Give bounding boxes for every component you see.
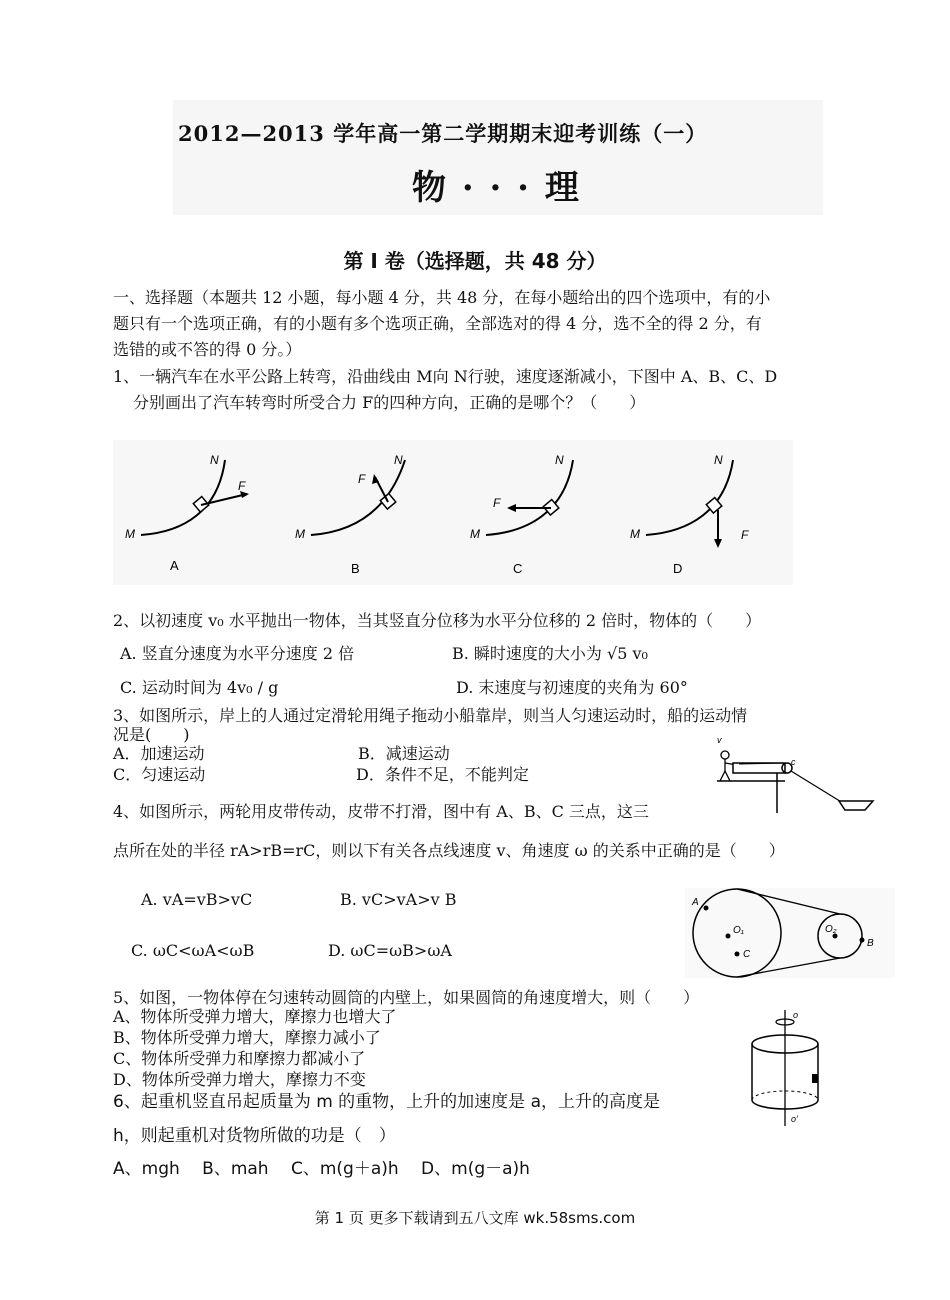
svg-text:A: A [170, 558, 179, 573]
svg-text:M: M [125, 527, 135, 541]
page-footer: 第 1 页 更多下载请到五八文库 wk.58sms.com [314, 1209, 636, 1227]
subject-title: 物 · · · 理 [412, 168, 581, 208]
q3-stem: 况是( ) [113, 725, 190, 744]
svg-text:M: M [295, 527, 305, 541]
q5-cylinder-figure [745, 1008, 840, 1128]
q5-option-d: D、物体所受弹力增大，摩擦力不变 [113, 1070, 366, 1089]
intro-line: 选错的或不答的得 0 分。） [113, 340, 302, 359]
svg-text:C: C [513, 561, 523, 576]
intro-line: 题只有一个选项正确，有的小题有多个选项正确，全部选对的得 4 分，选不全的得 2 分，有 [113, 314, 762, 333]
q2-stem: 2、以初速度 v₀ 水平抛出一物体，当其竖直分位移为水平分位移的 2 倍时，物体的（ ） [113, 611, 762, 630]
q5-option-c: C、物体所受弹力和摩擦力都减小了 [113, 1049, 366, 1068]
svg-text:A: A [692, 897, 699, 908]
q2-option-a: A. 竖直分速度为水平分速度 2 倍 [120, 644, 355, 663]
q1-stem: 1、一辆汽车在水平公路上转弯，沿曲线由 M向 N行驶，速度逐渐减小，下图中 A、B、C、D [113, 367, 778, 386]
svg-text:v: v [717, 735, 722, 745]
q4-belt-figure [685, 888, 895, 978]
q4-option-b: B. vC>vA>v B [340, 890, 457, 909]
svg-text:B: B [351, 561, 360, 576]
svg-text:O₁: O₁ [733, 925, 744, 936]
q2-option-d: D. 末速度与初速度的夹角为 60° [456, 678, 688, 697]
svg-text:c: c [791, 757, 796, 767]
q4-option-a: A. vA=vB>vC [141, 890, 253, 909]
svg-text:F: F [493, 496, 501, 510]
svg-text:N: N [555, 453, 564, 467]
svg-text:M: M [470, 527, 480, 541]
svg-text:N: N [210, 453, 219, 467]
q3-option-b: B．减速运动 [358, 744, 450, 763]
q2-option-b: B. 瞬时速度的大小为 √5 v₀ [452, 644, 648, 663]
q6-stem: 6、起重机竖直吊起质量为 m 的重物，上升的加速度是 a，上升的高度是 [113, 1092, 661, 1112]
svg-text:N: N [394, 453, 403, 467]
svg-text:B: B [867, 938, 874, 949]
svg-text:F: F [741, 528, 749, 542]
q1-stem: 分别画出了汽车转弯时所受合力 F的四种方向，正确的是哪个？（ ） [133, 393, 646, 412]
q3-option-d: D．条件不足，不能判定 [356, 765, 529, 784]
q1-figure [113, 440, 793, 585]
q3-option-c: C．匀速运动 [113, 765, 206, 784]
svg-text:N: N [714, 453, 723, 467]
q4-option-d: D. ωC=ωB>ωA [328, 941, 452, 960]
q4-stem: 点所在处的半径 rA>rB=rC，则以下有关各点线速度 v、角速度 ω 的关系中正确的是（ ） [113, 841, 785, 860]
svg-text:F: F [358, 472, 366, 486]
svg-text:M: M [630, 527, 640, 541]
svg-text:D: D [673, 561, 683, 576]
svg-text:F: F [238, 479, 246, 493]
q5-stem: 5、如图，一物体停在匀速转动圆筒的内壁上，如果圆筒的角速度增大，则（ ） [113, 988, 700, 1007]
q6-stem: h，则起重机对货物所做的功是（ ） [113, 1126, 396, 1146]
svg-text:C: C [743, 949, 751, 960]
q2-option-c: C. 运动时间为 4v₀ / g [120, 678, 279, 697]
q5-option-a: A、物体所受弹力增大，摩擦力也增大了 [113, 1007, 397, 1026]
section-title: 第 I 卷（选择题，共 48 分） [343, 249, 607, 273]
svg-text:O₂: O₂ [825, 924, 837, 935]
q6-options: A、mgh B、mah C、m(g＋a)h D、m(g－a)h [113, 1159, 530, 1179]
q3-stem: 3、如图所示，岸上的人通过定滑轮用绳子拖动小船靠岸，则当人匀速运动时，船的运动情 [113, 706, 748, 725]
q5-option-b: B、物体所受弹力增大，摩擦力减小了 [113, 1028, 381, 1047]
q3-pulley-figure [715, 733, 880, 813]
svg-text:o: o [793, 1010, 799, 1020]
svg-text:o′: o′ [791, 1114, 798, 1124]
q3-option-a: A．加速运动 [113, 744, 205, 763]
exam-title: 2012—2013 学年高一第二学期期末迎考训练（一） [178, 121, 708, 146]
q4-stem: 4、如图所示，两轮用皮带传动，皮带不打滑，图中有 A、B、C 三点，这三 [113, 802, 649, 821]
q4-option-c: C. ωC<ωA<ωB [131, 941, 255, 960]
intro-line: 一、选择题（本题共 12 小题，每小题 4 分，共 48 分，在每小题给出的四个选项中，有的小 [113, 288, 771, 307]
